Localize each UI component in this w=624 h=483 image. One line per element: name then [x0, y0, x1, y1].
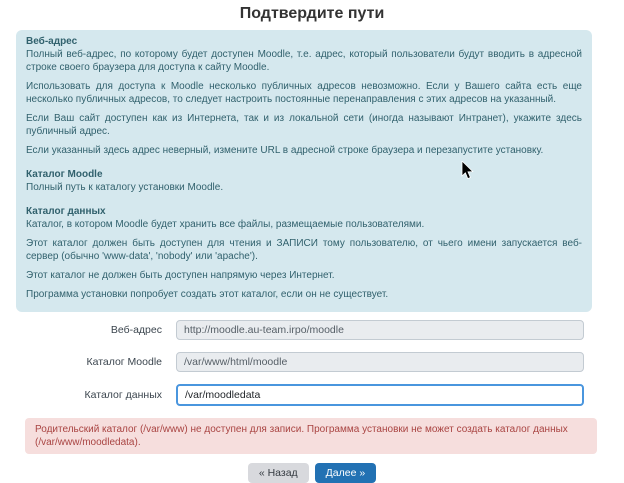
info-section-data-dir [26, 205, 582, 301]
moodle-dir-input [176, 352, 584, 372]
paths-info-box [16, 30, 592, 312]
info-section-moodle-dir [26, 168, 582, 194]
info-section-heading: Каталог Moodle [26, 169, 103, 180]
moodle-dir-label: Каталог Moodle [86, 356, 162, 368]
info-section-heading: Веб-адрес [26, 36, 78, 47]
wizard-actions [0, 463, 624, 483]
info-paragraph: Полный веб-адрес, по которому будет доступен Moodle, т.е. адрес, который пользователи будут вводить в адресной строке своего браузера для доступа к сайту Moodle. [26, 49, 582, 73]
error-message-box: Родительский каталог (/var/www) не доступен для записи. Программа установки не может создать каталог данных (/var/www/moodledata). [25, 418, 597, 454]
info-paragraph: Если указанный здесь адрес неверный, измените URL в адресной строке браузера и перезапустите установку. [26, 145, 544, 156]
web-address-label: Веб-адрес [110, 324, 162, 336]
next-button[interactable]: Далее » [315, 463, 377, 483]
moodle-install-confirm-paths-page [0, 5, 624, 479]
back-button[interactable]: « Назад [248, 463, 309, 483]
info-paragraph: Полный путь к каталогу установки Moodle. [26, 182, 224, 193]
paths-form [0, 320, 624, 406]
info-paragraph: Этот каталог должен быть доступен для чтения и ЗАПИСИ тому пользователю, от чьего имени запускается веб-сервер (обычно 'www-data', 'nobody' или 'apache'). [26, 238, 582, 262]
info-paragraph: Программа установки попробует создать этот каталог, если он не существует. [26, 289, 389, 300]
info-paragraph: Если Ваш сайт доступен как из Интернета, так и из локальной сети (иногда называют Интранет), укажите здесь публичный адрес. [26, 113, 582, 137]
data-dir-label: Каталог данных [84, 389, 162, 401]
info-section-heading: Каталог данных [26, 206, 106, 217]
web-address-input [176, 320, 584, 340]
form-row-data-dir [16, 384, 608, 406]
info-paragraph: Этот каталог не должен быть доступен напрямую через Интернет. [26, 270, 335, 281]
info-section-web-address [26, 35, 582, 157]
data-dir-input[interactable] [176, 384, 584, 406]
page-title: Подтвердите пути [239, 5, 385, 22]
info-paragraph: Каталог, в котором Moodle будет хранить все файлы, размещаемые пользователями. [26, 219, 425, 230]
form-row-web-address [16, 320, 608, 340]
info-paragraph: Использовать для доступа к Moodle несколько публичных адресов невозможно. Если у Вашего сайта есть еще несколько публичных адресов, то следует настроить постоянные перенаправления с этих адресов на указанный. [26, 81, 582, 105]
form-row-moodle-dir [16, 352, 608, 372]
